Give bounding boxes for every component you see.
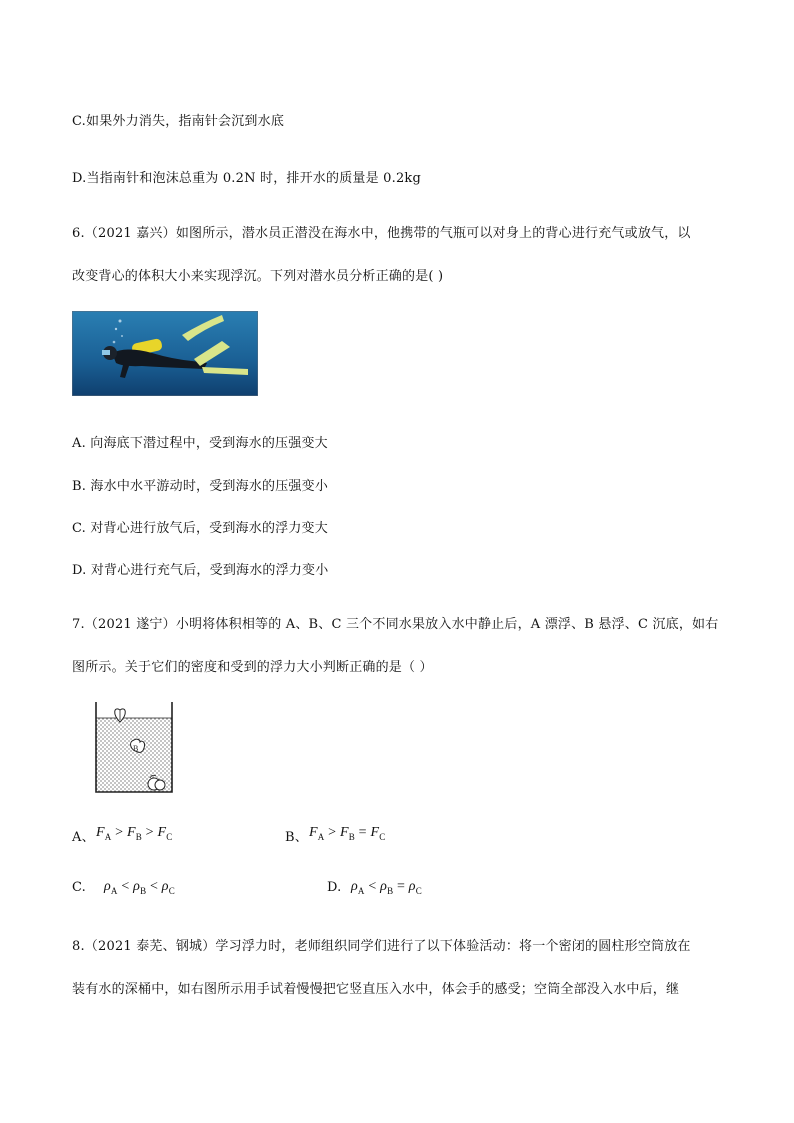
q6-stem-line-2: 改变背心的体积大小来实现浮沉。下列对潜水员分析正确的是( ): [72, 269, 444, 284]
q7-option-b-label: B、: [285, 830, 308, 845]
q7-stem-line-1: 7.（2021 遂宁）小明将体积相等的 A、B、C 三个不同水果放入水中静止后，A 漂浮、B 悬浮、C 沉底，如右: [72, 617, 719, 632]
q8-stem-line-1: 8.（2021 泰芜、钢城）学习浮力时，老师组织同学们进行了以下体验活动：将一个密闭的圆柱形空筒放在: [72, 939, 691, 954]
q7-option-b-formula: $F_A > F_B = F_C$: [309, 825, 386, 842]
q7-option-d-formula: $\rho_A < \rho_B = \rho_C$: [351, 879, 422, 896]
q7-option-d-label: D.: [327, 880, 342, 895]
diver-photo: [72, 311, 258, 396]
q8-stem-line-2: 装有水的深桶中，如右图所示用手试着慢慢把它竖直压入水中，体会手的感受；空筒全部没入水中后，继: [72, 982, 680, 997]
q7-option-c-formula: $\rho_A < \rho_B < \rho_C$: [104, 879, 175, 896]
q6-stem-line-1: 6.（2021 嘉兴）如图所示，潜水员正潜没在海水中，他携带的气瓶可以对身上的背心进行充气或放气，以: [72, 226, 691, 241]
q6-option-c: C. 对背心进行放气后，受到海水的浮力变大: [72, 521, 328, 536]
q7-option-a-label: A、: [72, 830, 95, 845]
q7-option-a-formula: $F_A > F_B > F_C$: [96, 825, 173, 842]
q5-option-d: D.当指南针和泡沫总重为 0.2N 时，排开水的质量是 0.2kg: [72, 171, 422, 186]
fruit-b-icon: [131, 739, 145, 753]
q6-option-d: D. 对背心进行充气后，受到海水的浮力变小: [72, 563, 329, 578]
q7-option-c-label: C.: [72, 880, 87, 895]
q5-option-c: C.如果外力消失，指南针会沉到水底: [72, 114, 285, 129]
q7-option-row-1: [0, 826, 794, 848]
q6-option-b: B. 海水中水平游动时，受到海水的压强变小: [72, 479, 329, 494]
q7-option-row-2: [0, 880, 794, 902]
beaker-figure: [92, 700, 178, 796]
q6-option-a: A. 向海底下潜过程中，受到海水的压强变大: [72, 436, 328, 451]
fruit-b-label: B: [133, 744, 139, 753]
q7-stem-line-2: 图所示。关于它们的密度和受到的浮力大小判断正确的是（ ）: [72, 660, 433, 675]
